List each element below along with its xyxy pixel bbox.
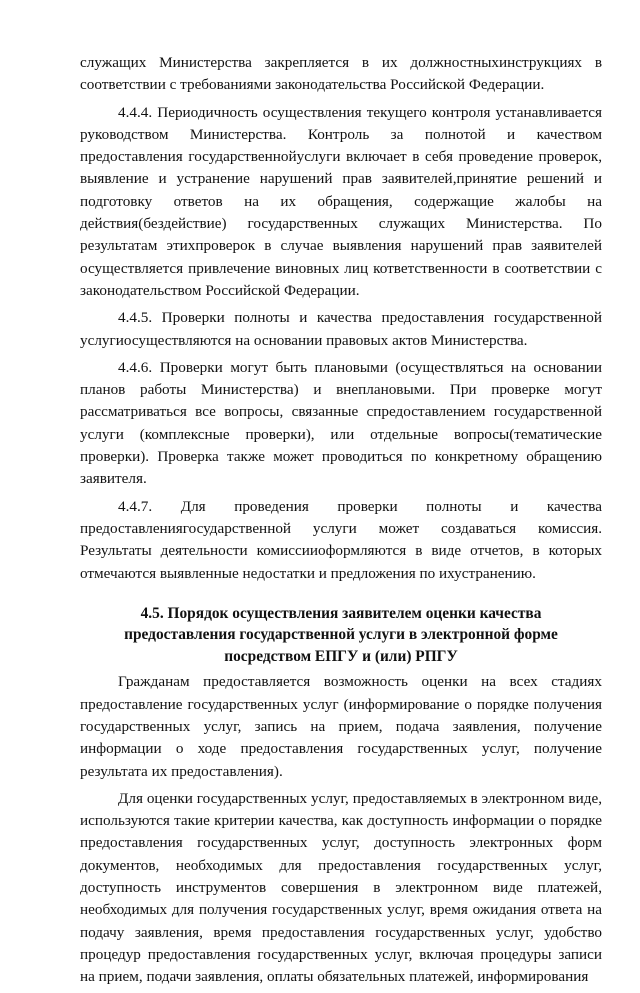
paragraph-intro: служащих Министерства закрепляется в их должностныхинструкциях в соответствии с требованиями законодательства Российской Федерации. xyxy=(80,54,602,94)
paragraph-4-5-assessment: Гражданам предоставляется возможность оценки на всех стадиях предоставление государственных услуг (информирование о порядке получения государственных услуг, запись на прием, подача заявления, получение информации о ходе предоставления государственных услуг, получение результата их предоставления). xyxy=(80,673,602,780)
paragraph-4-4-7: 4.4.7. Для проведения проверки полноты и качества предоставлениягосударственной услуги может создаваться комиссия. Результаты деятельности комиссииоформляются в виде отчетов, в которых отмечаются выявленные недостатки и предложения по ихустранению. xyxy=(80,497,602,582)
paragraph-4-4-4: 4.4.4. Периодичность осуществления текущего контроля устанавливается руководством Министерства. Контроль за полнотой и качеством предоставления государственнойуслуги включает в себя проведение проверок, выявление и устранение нарушений прав заявителей,принятие решений и подготовку ответов на их обращения, содержащие жалобы на действия(бездействие) государственных служащих Министерства. По результатам этихпроверок в случае выявления нарушений прав заявителей осуществляется привлечение виновных лиц кответственности в соответствии с законодательством Российской Федерации. xyxy=(80,103,602,299)
section-heading-4-5: 4.5. Порядок осуществления заявителем оценки качества предоставления государственной услуги в электронной форме посредством ЕПГУ и (или) РПГУ xyxy=(124,604,558,665)
document-body xyxy=(80,52,602,993)
paragraph-4-4-5: 4.4.5. Проверки полноты и качества предоставления государственной услугиосуществляются на основании правовых актов Министерства. xyxy=(80,309,602,349)
paragraph-4-5-criteria: Для оценки государственных услуг, предоставляемых в электронном виде, используются такие критерии качества, как доступность информации о порядке предоставления государственных услуг, доступность электронных форм документов, необходимых для предоставления государственных услуг, доступность инструментов совершения в электронном виде платежей, необходимых для получения государственных услуг, время ожидания ответа на подачу заявления, время предоставления государственных услуг, удобство процедур предоставления государственных услуг, включая процедуры записи на прием, подачи заявления, оплаты обязательных платежей, информирования xyxy=(80,789,602,986)
paragraph-4-4-6: 4.4.6. Проверки могут быть плановыми (осуществляться на основании планов работы Министерства) и внеплановыми. При проверке могут рассматриваться все вопросы, связанные спредоставлением государственной услуги (комплексные проверки), или отдельные вопросы(тематические проверки). Проверка также может проводиться по конкретному обращению заявителя. xyxy=(80,358,602,488)
